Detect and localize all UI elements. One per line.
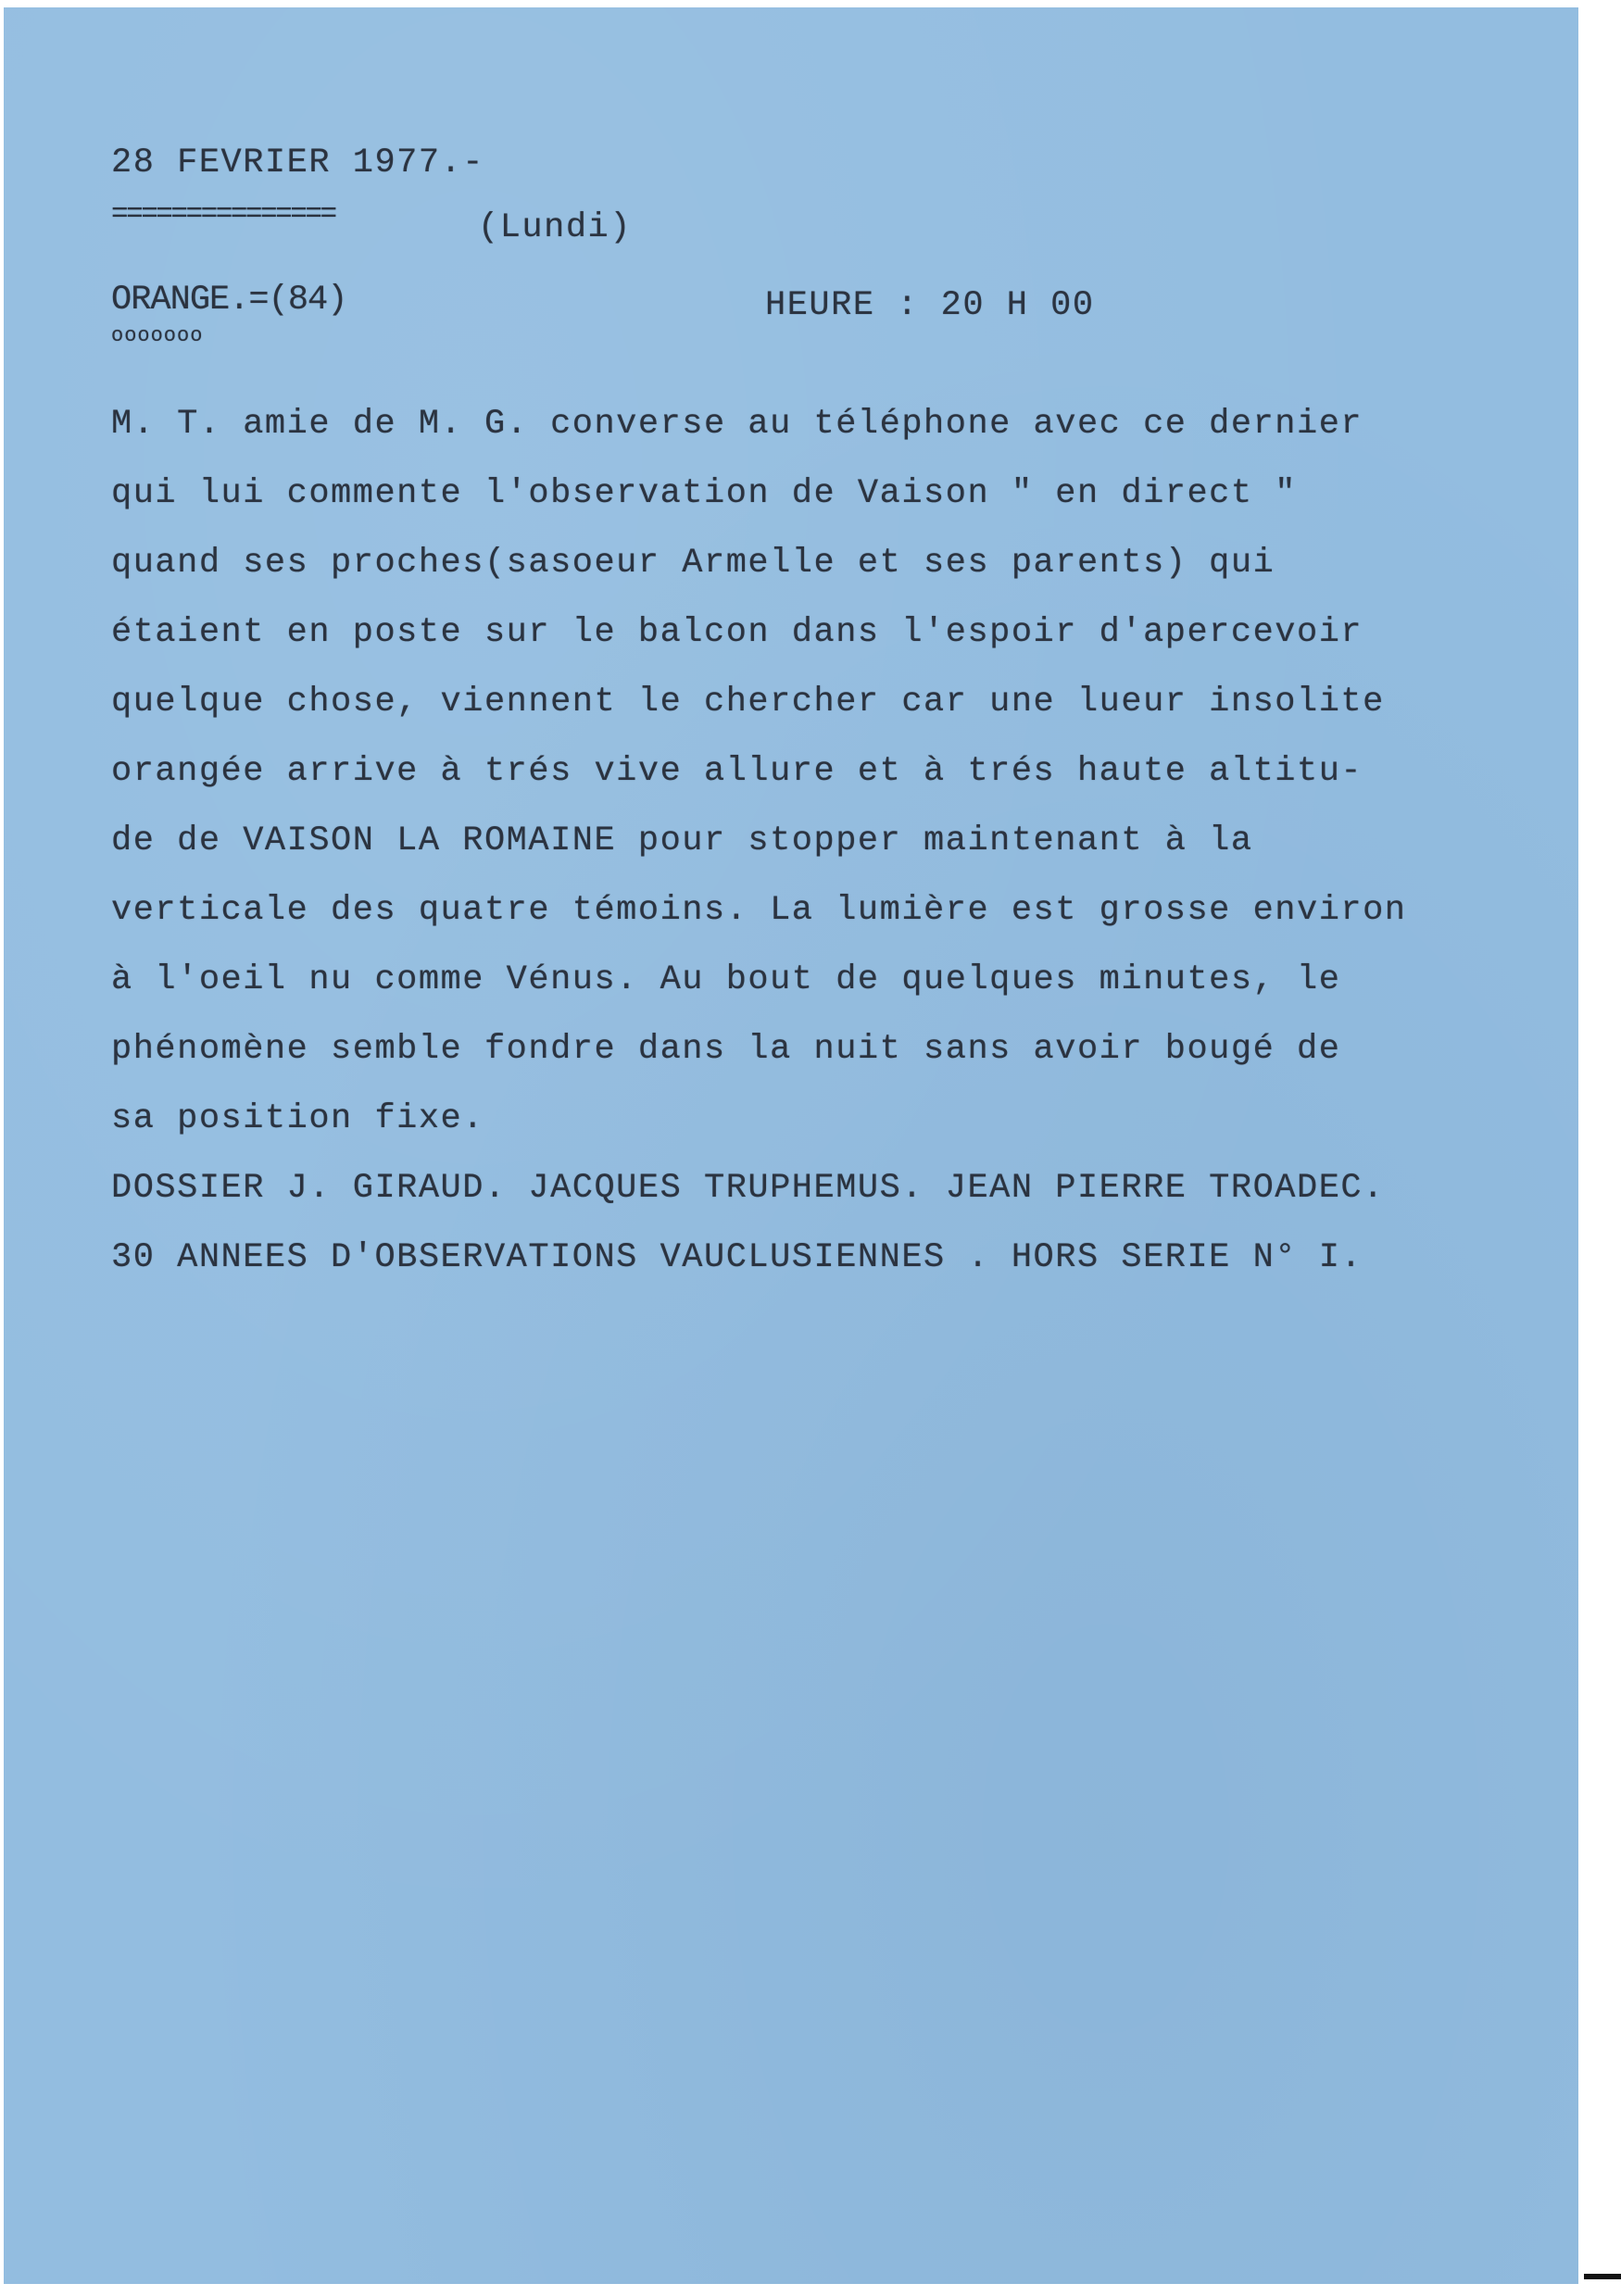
date-heading: 28 FEVRIER 1977.- [111,144,484,182]
blue-index-card [4,7,1578,2284]
body-line-11: sa position fixe. [111,1099,484,1138]
body-line-3: quand ses proches(sasoeur Armelle et ses parents) qui [111,544,1275,583]
body-line-4: étaient en poste sur le balcon dans l'espoir d'apercevoir [111,613,1363,652]
source-line-2: 30 ANNEES D'OBSERVATIONS VAUCLUSIENNES . HORS SERIE N° I. [111,1238,1363,1277]
place-label: ORANGE.=(84) [111,281,347,320]
body-line-5: quelque chose, viennent le chercher car une lueur insolite [111,683,1385,721]
body-line-9: à l'oeil nu comme Vénus. Au bout de quelques minutes, le [111,960,1341,999]
body-line-8: verticale des quatre témoins. La lumière est grosse environ [111,891,1407,930]
scan-edge-mark [1584,2274,1621,2279]
place-underline: ooooooo [111,324,204,347]
weekday-label: (Lundi) [478,208,632,247]
time-label: HEURE : 20 H 00 [765,286,1095,325]
body-line-6: orangée arrive à trés vive allure et à trés haute altitu- [111,752,1363,791]
date-underline: =============== [111,198,335,231]
body-line-10: phénomène semble fondre dans la nuit sans avoir bougé de [111,1030,1341,1069]
body-line-7: de de VAISON LA ROMAINE pour stopper maintenant à la [111,822,1253,860]
source-line-1: DOSSIER J. GIRAUD. JACQUES TRUPHEMUS. JEAN PIERRE TROADEC. [111,1169,1385,1208]
body-line-1: M. T. amie de M. G. converse au téléphone avec ce dernier [111,405,1363,444]
body-line-2: qui lui commente l'observation de Vaison " en direct " [111,474,1297,513]
